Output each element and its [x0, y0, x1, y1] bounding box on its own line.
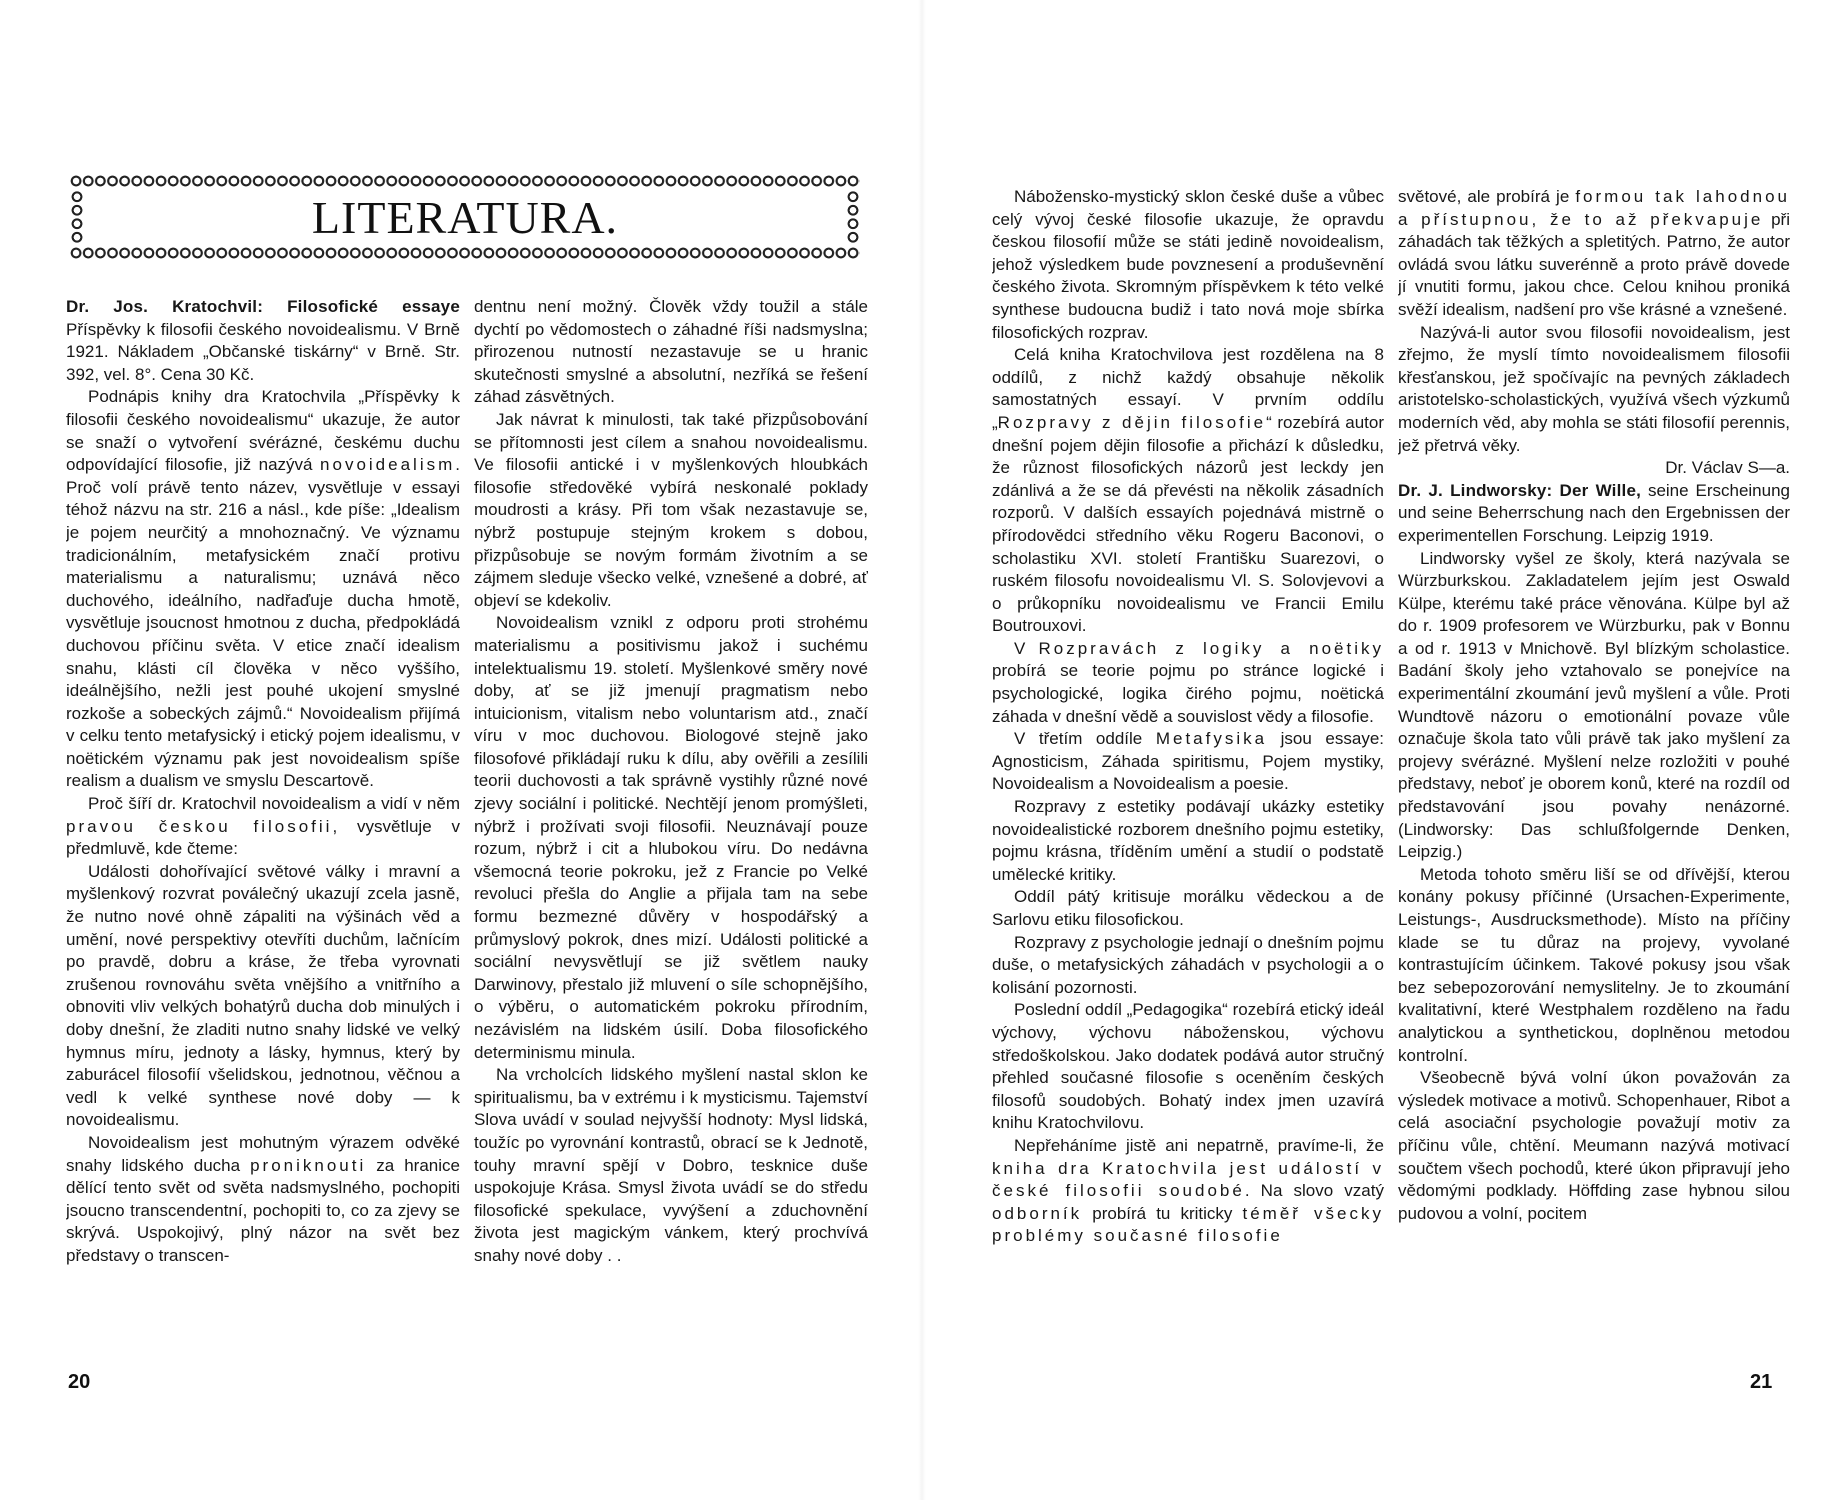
text-run: . Proč volí právě tento název, vysvětluje v essayi téhož názvu na str. 216 a násl., kde píše: „Idealism je pojem neurčitý a mnohoznačný. Ve významu tradicionálním, metafysickém značí protivu materialismu a naturalismu; uznává něco duchového, ideálního, nadřaďuje ducha hmotě, vysvětluje jsoucnost hmotnou z ducha, předpokládá duchovou příčinu světa. V etice značí idealism snahu, klásti cíl člověka v něco vyššího, ideálnějšího, nežli jest pouhé ukojení smyslné rozkoše a sobeckých zájmů.“ Novoidealism přijímá v celku tento metafysický i etický pojem idealismu, v noëtickém významu pak jest novoidealism spíše realism a dualism ve smyslu Descartově.	[66, 455, 460, 791]
text-run: Nepřeháníme jistě ani nepatrně, pravíme-li, že	[1014, 1135, 1384, 1155]
paragraph	[66, 1132, 460, 1268]
spaced-emphasis: proniknouti	[250, 1155, 367, 1175]
spaced-emphasis: pravou českou filosofii	[66, 816, 333, 836]
spaced-emphasis: formou tak lahodnou a přístupnou, že to až překvapuje	[1398, 187, 1790, 229]
paragraph	[66, 386, 460, 793]
ornament-right-rule	[846, 190, 860, 244]
text-run: . Na slovo vzatý	[1244, 1181, 1384, 1201]
text-run: probírá se teorie pojmu po stránce logické i psychologické, logika čirého pojmu, noëtická záhada v dnešní vědě a souvislost vědy a filosofie.	[992, 661, 1384, 726]
text-run: probírá tu kriticky	[1082, 1203, 1243, 1223]
paragraph: Nábožensko-mystický sklon české duše a vůbec celý vývoj české filosofie ukazuje, že opravdu českou filosofií může se státi jedině novoidealism, jehož výsledkem bude povznesení a produševnění českého života. Skromným příspěvkem k této velké synthese budoucna budiž i tato nová moje sbírka filosofických rozprav.	[992, 187, 1384, 342]
section-title: LITERATURA.	[311, 192, 619, 243]
text-run: za hranice dělící tento svět od světa nadsmyslného, pochopiti jsoucno transcendentní, pochopiti to, co za zjevy se skrývá. Uspokojivý, plný názor na svět bez představy o transcen-	[66, 1155, 460, 1265]
spaced-emphasis: Metafysika	[1155, 729, 1268, 749]
paragraph: Lindworsky vyšel ze školy, která nazývala se Würzburkskou. Zakladatelem jejím jest Oswald Külpe, kterému také práce věnována. Külpe byl až do r. 1909 profesorem ve Würzburku, pak v Bonnu a od r. 1913 v Mnichově. Byl blízkým scholastice. Badání školy jeho vztahovalo se ponejvíce na experimentální zkoumání jevů myšlení a vůle. Proti Wundtově názoru o emotionální povaze vůle označuje škola tato vůli právě tak jako myšlení za projevy svérázné. Myšlení nelze rozložiti v pouhé představy, neboť je oborem konů, které na rozdíl od představování jsou povahy nenázorné. (Lindworsky: Das schlußfolgernde Denken, Leipzig.)	[1398, 548, 1790, 862]
left-page-column-1	[66, 296, 460, 1356]
right-page-column-1	[992, 186, 1384, 1361]
right-page	[922, 0, 1844, 1500]
text-run: “ rozebírá autor dnešní pojem dějin filosofie a přichází k důsledku, že různost filosofických názorů jest leckdy jen zdánlivá a že se dá převésti na několik zásadních rozporů. V dalších essayích pojednává mistrně o přírodovědci středního věku Rogeru Baconovi, o scholastiku XVI. století Františku Suarezovi, o ruském filosofu novoidealismu Vl. S. Solovjevovi a o průkopníku novoidealismu ve Francii Emilu Boutrouxovi.	[992, 412, 1384, 636]
paragraph: Jak návrat k minulosti, tak také přizpůsobování se přítomnosti jest cílem a snahou novoidealismu. Ve filosofii antické i v myšlenkových hloubkách filosofie středověké vybírá neskonalé poklady moudrosti a krásy. Při tom však nezastavuje se, nýbrž postupuje stejným krokem s dobou, přizpůsobuje se novým formám životním a se zájmem sleduje všecko velké, vznešené a dobré, ať objeví se kdekoliv.	[474, 409, 868, 610]
right-page-column-2	[1398, 186, 1790, 1361]
text-run: jsou essaye: Agnosticism, Záhada spiritismu, Pojem mystiky, Novoidealism a Novoidealism a poesie.	[992, 729, 1384, 794]
paragraph	[992, 728, 1384, 796]
text-run: , vysvětluje v předmluvě, kde čteme:	[66, 816, 460, 859]
review-heading	[66, 296, 460, 386]
paragraph: dentnu není možný. Člověk vždy toužil a stále dychtí po vědomostech o záhadné říši nadsmyslna; přirozenou nutností nezastavuje se u hranic skutečnosti smyslné a absolutní, nezříká se řešení záhad zásvětných.	[474, 297, 868, 407]
spaced-emphasis: odborník	[992, 1203, 1083, 1223]
paragraph: Nazývá-li autor svou filosofii novoidealism, jest zřejmo, že myslí tímto novoidealismem filosofii křesťanskou, jež spočívajíc na pevných základech aristotelsko-scholastických, využívá všech výzkumů moderních věd, aby mohla se státi filosofií perennis, jež přetrvá věky.	[1398, 322, 1790, 455]
reviewer-signature: Dr. Václav S—a.	[1665, 458, 1790, 478]
ornament-top-rule	[70, 174, 860, 188]
paragraph	[992, 344, 1384, 638]
paragraph	[1398, 186, 1790, 322]
text-run: V	[1014, 638, 1039, 658]
text-run: Proč šíří dr. Kratochvil novoidealism a vidí v něm	[88, 794, 460, 814]
left-page-column-2	[474, 296, 868, 1356]
paragraph: Rozpravy z estetiky podávají ukázky estetiky novoidealistické rozborem dnešního pojmu estetiky, pojmu krásna, tříděním umění a studií o podstatě umělecké kritiky.	[992, 797, 1384, 884]
ornament-bottom-rule	[70, 246, 860, 260]
text-run: při záhadách tak těžkých a spletitých. Patrno, že autor ovládá svou látku suverénně a proto právě dovede jí vnutiti formu, jakou chce. Celou knihou proniká svěží idealism, nadšení pro vše krásné a vznešené.	[1398, 209, 1790, 319]
paragraph: Metoda tohoto směru liší se od dřívější, kterou konány pokusy příčinné (Ursachen-Experimente, Leistungs-, Ausdrucksmethode). Místo na příčiny klade se tu důraz na projevy, vyvolané kontrastujícím účinkem. Takové pokusy jsou však bez sebepozorování nemyslitelny. Je to zkoumání kvalitativní, které Westphalem rozděleno na řadu analytickou a synthetickou, doplněnou metodou kontrolní.	[1398, 864, 1790, 1065]
review-heading	[1398, 480, 1790, 548]
paragraph: Všeobecně bývá volní úkon považován za výsledek motivace a motivů. Schopenhauer, Ribot a celá asociační psychologie považují motiv za příčinu vůle, chtění. Meumann nazývá motivací součtem všech pochodů, které úkon připravují jeho vědomými podklady. Höffding zase hybnou silou pudovou a volní, pocitem	[1398, 1068, 1790, 1223]
section-heading-band	[70, 174, 860, 264]
spaced-emphasis: Rozpravách z logiky a noëtiky	[1038, 638, 1384, 658]
paragraph	[992, 1135, 1384, 1248]
paragraph: Události dohořívající světové války i mravní a myšlenkový rozvrat poválečný ukazují zcela jasně, že nutno nové ohně zápaliti na výšinách věd a umění, nové perspektivy otevříti duchům, lačnícím po pravdě, dobru a kráse, že třeba vyrovnati zrušenou rovnováhu světa vnějšího a vnitřního a obnoviti vliv velkých bohatýrů ducha dob minulých i doby dnešní, že zladiti nutno snahy lidské ve velký hymnus míru, jednoty a lásky, hymnus, který by zaburácel filosofií všelidskou, jednotnou, věčnou a vedl k velké synthese nové doby — k novoidealismu.	[66, 861, 460, 1130]
paragraph: Novoidealism vznikl z odporu proti strohému materialismu a positivismu jakož i suchému intelektualismu 19. století. Myšlenkové směry nové doby, ať se již jmenují pragmatism nebo intuicionism, vitalism nebo voluntarism atd., značí víru v moc duchovou. Biologové stejně jako filosofové přikládají ruku k dílu, aby ověřili a zesílili teorii duchovosti a tak správně vystihly různé nové zjevy sociální i politické. Nechtějí jenom promýšleti, nýbrž i prožívati svoji filosofii. Neuznávají pouze rozum, nýbrž i cit a hlubokou víru. Do nedávna všemocná teorie pokroku, jež z Francie po Velké revoluci přešla do Anglie a přijala tam na sebe formu bezmezné důvěry v hospodářský a průmyslový pokrok, dnes mizí. Události politické a sociální nevysvětlují se již světlem nauky Darwinovy, přestalo již mluvení o síle schopnějšího, o výběru, o automatickém pokroku přírodním, nezávislém na lidském úsilí. Doba filosofického determinismu minula.	[474, 613, 868, 1062]
paragraph: Poslední oddíl „Pedagogika“ rozebírá etický ideál výchovy, výchovu náboženskou, výchovu středoškolskou. Jako dodatek podává autor stručný přehled současné filosofie s oceněním českých filosofů soudobých. Bohatý index jmen uzavírá knihu Kratochvilovu.	[992, 1000, 1384, 1133]
paragraph	[66, 793, 460, 861]
paragraph: Oddíl pátý kritisuje morálku vědeckou a de Sarlovu etiku filosofickou.	[992, 887, 1384, 929]
review-author-title: Dr. J. Lindworsky: Der Wille,	[1398, 480, 1642, 500]
review-author-title: Dr. Jos. Kratochvil: Filosofické essaye	[66, 297, 460, 316]
spaced-emphasis: téměř všecky problémy současné filosofie	[992, 1203, 1384, 1246]
text-run: Novoidealism jest mohutným výrazem odvěké snahy lidského ducha	[66, 1132, 460, 1175]
text-run: světové, ale probírá je	[1398, 187, 1576, 206]
text-run: V třetím oddíle	[1014, 729, 1156, 749]
spaced-emphasis: novoidealism	[320, 455, 456, 475]
paragraph	[992, 638, 1384, 728]
spaced-emphasis: Rozpravy z dějin filosofie	[997, 412, 1267, 432]
page-number: 21	[1750, 1371, 1773, 1393]
text-run: Celá kniha Kratochvilova jest rozdělena na 8 oddílů, z nichž každý obsahuje několik samostatných essayí. V prvním oddílu „	[992, 345, 1384, 432]
review-bibliography: seine Erscheinung und seine Beherrschung nach den Ergebnissen der experimentellen Forschung. Leipzig 1919.	[1398, 480, 1790, 545]
paragraph: Rozpravy z psychologie jednají o dnešním pojmu duše, o metafysických záhadách v psychologii a o kolisání pozornosti.	[992, 932, 1384, 997]
text-run: Podnápis knihy dra Kratochvila „Příspěvky k filosofii českého novoidealismu“ ukazuje, že autor se snaží o vytvoření svérázné, českému duchu odpovídající filosofie, již nazývá	[66, 387, 460, 475]
paragraph: Na vrcholcích lidského myšlení nastal sklon ke spiritualismu, ba v extrému i k mysticismu. Tajemství Slova uvádí v soulad nejvyšší hodnoty: Mysl lidská, toužíc po vyrovnání kontrastů, obrací se k Jednotě, touhy mravní spějí v Dobro, tesknice duše uspokojuje Krása. Smysl života uvádí se do středu filosofické spekulace, vyvýšení a zduchovnění života jest magickým vánkem, který prochvívá snahy nové doby . .	[474, 1065, 868, 1265]
spaced-emphasis: kniha dra Kratochvila jest událostí v české filosofii soudobé	[992, 1158, 1384, 1201]
page-number: 20	[68, 1371, 91, 1393]
review-bibliography: Příspěvky k filosofii českého novoidealismu. V Brně 1921. Nákladem „Občanské tiskárny“ v Brně. Str. 392, vel. 8°. Cena 30 Kč.	[66, 319, 460, 384]
